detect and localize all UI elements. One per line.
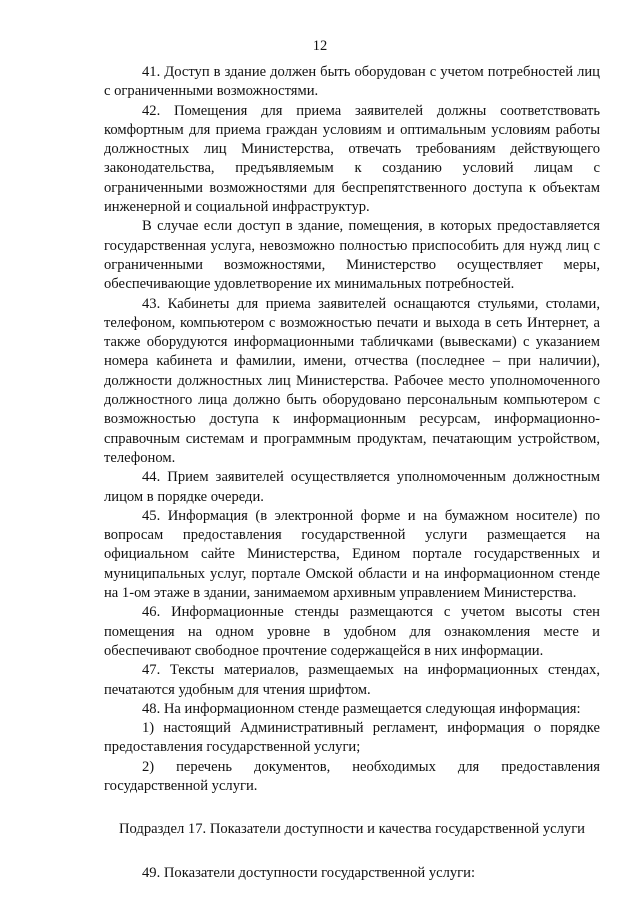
paragraph-49: 49. Показатели доступности государственной услуги:: [142, 864, 476, 881]
paragraph-42: 42. Помещения для приема заявителей должны соответствовать комфортным для приема граждан условиям и оптимальным условиям работы должностных лиц Министерства, отвечать требованиям действующего законодательства, предъявляемым к созданию условий лицам с ограниченными возможностями для беспрепятственного доступа к объектам инженерной и социальной инфраструктур.: [104, 102, 600, 216]
document-body: [104, 63, 600, 883]
paragraph-46: 46. Информационные стенды размещаются с учетом высоты стен помещения на одном уровне в удобном для ознакомления месте и обеспечивают свободное прочтение содержащейся в них информации.: [104, 604, 600, 659]
paragraph-43: 43. Кабинеты для приема заявителей оснащаются стульями, столами, телефоном, компьютером с возможностью печати и выхода в сеть Интернет, а также оборудуются информационными табличками (вывесками) с указанием номера кабинета и фамилии, имени, отчества (последнее – при наличии), должности должностных лиц Министерства. Рабочее место уполномоченного должностного лица должно быть оборудовано персональным компьютером с возможностью доступа к информационным ресурсам, информационно-справочным системам и программным продуктам, печатающим устройством, телефоном.: [104, 295, 600, 466]
paragraph-41: 41. Доступ в здание должен быть оборудован с учетом потребностей лиц с ограниченными возможностями.: [104, 64, 600, 100]
subsection-heading: Подраздел 17. Показатели доступности и качества государственной услуги: [118, 821, 585, 838]
paragraph-48: 48. На информационном стенде размещается следующая информация:: [142, 700, 581, 717]
paragraph-47: 47. Тексты материалов, размещаемых на информационных стендах, печатаются удобным для чтения шрифтом.: [104, 662, 600, 698]
page-number: 12: [312, 38, 328, 54]
paragraph-42-continuation: В случае если доступ в здание, помещения, в которых предоставляется государственная услуга, невозможно полностью приспособить для нужд лиц с ограниченными возможностями, Министерство осуществляет меры, обеспечивающие удовлетворение их минимальных потребностей.: [104, 218, 600, 293]
paragraph-45: 45. Информация (в электронной форме и на бумажном носителе) по вопросам предоставления государственной услуги размещается на официальном сайте Министерства, Едином портале государственных и муниципальных услуг, портале Омской области и на информационном стенде на 1-ом этаже в здании, занимаемом архивным управлением Министерства.: [104, 507, 600, 602]
list-item-1: 1) настоящий Административный регламент, информация о порядке предоставления государственной услуги;: [104, 720, 600, 756]
paragraph-44: 44. Прием заявителей осуществляется уполномоченным должностным лицом в порядке очереди.: [104, 469, 600, 505]
list-item-2: 2) перечень документов, необходимых для предоставления государственной услуги.: [104, 758, 600, 794]
